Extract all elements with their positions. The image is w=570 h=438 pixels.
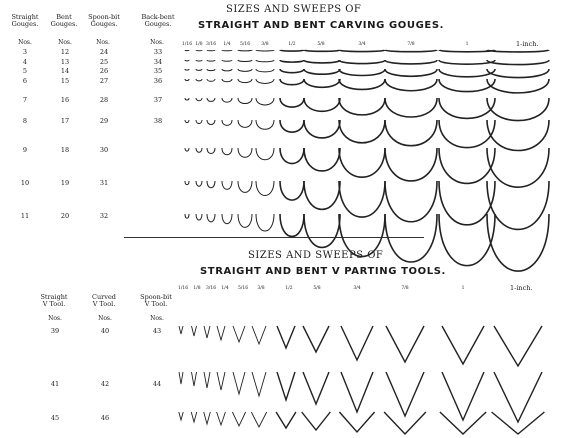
gouge-number: 37	[153, 96, 163, 104]
gouge-sweep-profile	[196, 69, 202, 70]
v-tool-profile	[339, 412, 374, 432]
parting-number: 45	[50, 414, 60, 422]
parting-size-label: 7/8	[401, 286, 409, 291]
gouge-sweep-profile	[238, 60, 252, 61]
gouge-sweep-profile	[304, 181, 340, 209]
gouge-sweep-profile	[185, 69, 189, 70]
v-tool-profile	[341, 326, 373, 360]
v-tool-profile	[217, 412, 226, 425]
gouge-number: 11	[20, 212, 30, 220]
v-tool-profile	[192, 372, 197, 386]
gouge-sweep-profile	[385, 60, 437, 64]
gouge-sweep-profile	[256, 98, 274, 105]
gouge-sweep-profile	[339, 120, 385, 143]
gouge-sweep-profile	[339, 148, 385, 177]
parting-size-label: 5/16	[238, 286, 249, 291]
gouge-sweep-profile	[304, 69, 340, 74]
gouge-sweep-profile	[487, 69, 549, 78]
v-tool-profile	[179, 326, 183, 334]
v-tool-profile	[252, 326, 266, 344]
gouge-sweep-profile	[238, 98, 252, 104]
gouge-sweep-profile	[304, 120, 340, 138]
gouge-sweep-profile	[385, 181, 437, 222]
v-tool-profile	[442, 372, 484, 420]
gouge-size-label: 5/8	[317, 42, 325, 47]
parting-size-label: 1/4	[221, 286, 229, 291]
v-tool-profile	[303, 326, 329, 352]
gouge-sweep-profile	[304, 98, 340, 111]
gouge-sweep-profile	[185, 181, 189, 185]
v-tool-profile	[204, 326, 210, 338]
gouge-sweep-profile	[222, 181, 232, 189]
gouge-sweep-profile	[280, 69, 304, 73]
gouges-nos-label: Nos.	[96, 39, 110, 46]
gouge-sweep-profile	[385, 50, 437, 52]
gouge-sweep-profile	[487, 50, 549, 52]
gouge-sweep-profile	[339, 50, 385, 52]
gouge-sweep-profile	[238, 120, 252, 127]
gouge-size-label: 7/8	[407, 42, 415, 47]
gouge-sweep-profile	[304, 79, 340, 87]
gouge-sweep-profile	[487, 98, 549, 121]
gouge-sweep-profile	[222, 214, 232, 224]
gouge-sweep-profile	[304, 60, 340, 63]
gouge-sweep-profile	[196, 60, 202, 61]
gouge-sweep-profile	[280, 50, 304, 51]
v-tool-profile	[341, 372, 373, 412]
gouge-sweep-profile	[185, 148, 189, 151]
gouge-sweep-profile	[207, 50, 215, 51]
parting-col-curved-line1: Curved	[92, 293, 116, 301]
gouge-sweep-profile	[185, 50, 189, 51]
gouge-number: 16	[60, 96, 70, 104]
gouge-sweep-profile	[339, 214, 385, 257]
parting-title-line1: SIZES AND SWEEPS OF	[248, 250, 384, 261]
gouge-sweep-profile	[196, 50, 202, 51]
gouge-sweep-profile	[280, 214, 304, 236]
gouge-sweep-profile	[238, 214, 252, 227]
gouge-sweep-profile	[385, 120, 437, 146]
gouge-size-label: 1	[465, 42, 469, 47]
gouge-sweep-profile	[280, 79, 304, 85]
gouge-sweep-profile	[207, 181, 215, 188]
gouge-sweep-profile	[222, 60, 232, 61]
parting-number: 42	[100, 380, 110, 388]
gouge-sweep-profile	[222, 98, 232, 102]
gouge-number: 7	[22, 96, 28, 104]
gouge-sweep-profile	[280, 181, 304, 200]
v-tool-profile	[204, 412, 211, 424]
parting-col-straight-line1: Straight	[40, 293, 68, 301]
parting-number: 40	[100, 327, 110, 335]
gouge-sweep-profile	[207, 69, 215, 71]
gouge-sweep-profile	[196, 148, 202, 152]
parting-number: 41	[50, 380, 60, 388]
gouge-size-label: 3/16	[206, 42, 217, 47]
gouge-sweep-profile	[207, 79, 215, 81]
gouge-sweep-profile	[238, 79, 252, 83]
v-tool-profile	[277, 372, 295, 400]
gouge-sweep-profile	[385, 148, 437, 181]
gouge-size-label: 1/4	[223, 42, 231, 47]
gouge-sweep-profile	[196, 181, 202, 186]
parting-size-label: 1/16	[178, 286, 189, 291]
gouge-number: 12	[60, 48, 70, 56]
parting-number: 43	[152, 327, 162, 335]
v-tool-profile	[217, 372, 225, 390]
gouge-sweep-profile	[339, 60, 385, 64]
parting-col-spoonbit-line2: V Tool.	[144, 300, 168, 308]
gouge-sweep-profile	[385, 98, 437, 117]
gouge-sweep-profile	[304, 214, 340, 247]
gouge-number: 4	[22, 58, 28, 66]
gouge-sweep-profile	[256, 69, 274, 72]
gouge-sweep-profile	[185, 79, 189, 80]
gouge-size-label: 1/8	[195, 42, 203, 47]
v-tool-profile	[204, 372, 210, 388]
gouge-sweep-profile	[207, 60, 215, 61]
gouge-sweep-profile	[185, 60, 189, 61]
parting-size-label: 3/8	[257, 286, 265, 291]
gouges-nos-label: Nos.	[18, 39, 32, 46]
parting-number: 39	[50, 327, 60, 335]
gouge-sweep-profile	[256, 120, 274, 129]
v-tool-profile	[251, 412, 266, 427]
v-tool-profile	[303, 372, 329, 404]
v-tool-profile	[440, 412, 486, 434]
gouge-number: 35	[153, 67, 163, 75]
gouge-number: 20	[60, 212, 70, 220]
v-tool-profile	[277, 326, 295, 348]
gouge-number: 24	[99, 48, 109, 56]
v-tool-profile	[217, 326, 225, 340]
gouge-sweep-profile	[339, 98, 385, 115]
gouge-sweep-profile	[222, 120, 232, 125]
gouge-number: 10	[20, 179, 30, 187]
parting-col-spoonbit-line1: Spoon-bit	[140, 293, 172, 301]
v-tool-profile	[442, 326, 484, 364]
parting-size-label: 3/16	[206, 286, 217, 291]
parting-number: 46	[100, 414, 110, 422]
v-tool-profile	[276, 412, 296, 428]
parting-size-label: 1/2	[285, 286, 293, 291]
gouge-sweep-profile	[280, 98, 304, 107]
gouge-sweep-profile	[256, 60, 274, 62]
gouge-sweep-profile	[487, 60, 549, 65]
v-tool-profile	[179, 412, 183, 420]
parting-size-label: 3/4	[353, 286, 361, 291]
gouge-number: 5	[22, 67, 28, 75]
gouge-sweep-profile	[256, 148, 274, 160]
gouge-sweep-profile	[256, 214, 274, 231]
gouge-number: 34	[153, 58, 163, 66]
gouge-sweep-profile	[238, 148, 252, 157]
gouge-sweep-profile	[487, 120, 549, 151]
gouge-sweep-profile	[487, 79, 549, 93]
v-tool-profile	[233, 372, 245, 394]
gouges-col-straight-heading: Straight Gouges.	[11, 13, 39, 28]
gouge-sweep-profile	[385, 79, 437, 91]
gouge-number: 14	[60, 67, 70, 75]
parting-number: 44	[152, 380, 162, 388]
gouge-number: 13	[60, 58, 70, 66]
gouge-sweep-profile	[185, 98, 189, 100]
gouge-sweep-profile	[304, 148, 340, 171]
gouges-col-spoonbit-heading: Spoon-bit Gouges.	[88, 13, 120, 28]
parting-size-label: 1/8	[193, 286, 201, 291]
gouge-sweep-profile	[339, 181, 385, 217]
gouge-number: 38	[153, 117, 163, 125]
parting-nos-label: Nos.	[48, 315, 62, 322]
v-tool-profile	[386, 372, 424, 416]
gouge-sweep-profile	[185, 214, 189, 218]
gouge-sweep-profile	[207, 214, 215, 222]
parting-nos-label: Nos.	[150, 315, 164, 322]
gouge-number: 33	[153, 48, 163, 56]
gouge-number: 18	[60, 146, 70, 154]
parting-size-label: 5/8	[313, 286, 321, 291]
gouges-nos-label: Nos.	[150, 39, 164, 46]
gouge-sweep-profile	[207, 98, 215, 101]
gouge-sweep-profile	[256, 181, 274, 195]
gouge-number: 30	[99, 146, 109, 154]
parting-nos-label: Nos.	[98, 315, 112, 322]
gouge-sweep-profile	[196, 120, 202, 123]
gouge-sweep-profile	[280, 120, 304, 132]
gouge-number: 9	[22, 146, 28, 154]
v-tool-profile	[302, 412, 331, 430]
gouge-size-label: 5/16	[240, 42, 251, 47]
v-tool-profile	[179, 372, 183, 384]
gouge-number: 3	[22, 48, 28, 56]
gouge-sweep-profile	[487, 148, 549, 187]
gouge-sweep-profile	[339, 79, 385, 89]
gouge-sweep-profile	[207, 120, 215, 124]
gouge-sweep-profile	[222, 148, 232, 155]
gouge-sweep-profile	[185, 120, 189, 123]
gouge-sweep-profile	[256, 79, 274, 83]
parting-size-label-one-inch: 1-inch.	[510, 284, 533, 292]
gouge-sweep-profile	[280, 148, 304, 164]
gouge-number: 27	[99, 77, 109, 85]
gouge-number: 36	[153, 77, 163, 85]
gouge-number: 25	[99, 58, 109, 66]
v-tool-profile	[232, 412, 245, 426]
v-tool-profile	[494, 372, 542, 422]
gouge-sweep-profile	[304, 50, 340, 51]
gouge-sweep-profile	[196, 79, 202, 81]
gouges-nos-label: Nos.	[58, 39, 72, 46]
gouge-number: 15	[60, 77, 70, 85]
gouge-sweep-profile	[487, 214, 549, 271]
gouge-sweep-profile	[207, 148, 215, 154]
gouge-sweep-profile	[256, 50, 274, 51]
parting-title-line2: STRAIGHT AND BENT V PARTING TOOLS.	[200, 266, 446, 277]
gouge-number: 31	[99, 179, 109, 187]
gouge-sweep-profile	[487, 181, 549, 229]
gouge-sweep-profile	[222, 79, 232, 82]
gouge-number: 26	[99, 67, 109, 75]
gouge-number: 32	[99, 212, 109, 220]
gouges-title-line2: STRAIGHT AND BENT CARVING GOUGES.	[198, 20, 445, 31]
gouge-size-label-one-inch: 1-inch.	[516, 40, 539, 48]
gouge-sweep-profile	[280, 60, 304, 62]
v-tool-profile	[192, 326, 197, 336]
gouge-number: 8	[22, 117, 28, 125]
gouges-col-backbent-heading: Back-bent Gouges.	[141, 13, 175, 28]
gouge-sweep-profile	[238, 50, 252, 51]
gouge-sweep-profile	[222, 50, 232, 51]
gouge-number: 28	[99, 96, 109, 104]
gouge-sweep-profile	[222, 69, 232, 71]
gouges-title-line1: SIZES AND SWEEPS OF	[226, 4, 362, 15]
gouge-sweep-profile	[385, 69, 437, 76]
gouge-number: 19	[60, 179, 70, 187]
v-tool-profile	[233, 326, 245, 342]
parting-col-straight-line2: V Tool.	[42, 300, 66, 308]
v-tool-profile	[494, 326, 542, 366]
v-tool-profile	[386, 326, 424, 362]
gouge-size-label: 3/8	[261, 42, 269, 47]
v-tool-profile	[191, 412, 197, 422]
parting-col-curved-line2: V Tool.	[92, 300, 116, 308]
gouge-sweep-profile	[238, 69, 252, 71]
gouge-sweep-profile	[196, 214, 202, 220]
gouge-sweep-profile	[339, 69, 385, 76]
gouge-number: 6	[22, 77, 28, 85]
gouge-size-label: 3/4	[358, 42, 366, 47]
parting-size-label: 1	[461, 286, 465, 291]
v-tool-profile	[252, 372, 266, 396]
gouge-sweep-profile	[196, 98, 202, 101]
gouge-number: 29	[99, 117, 109, 125]
gouge-size-label: 1/2	[288, 42, 296, 47]
gouge-size-label: 1/16	[182, 42, 193, 47]
gouge-sweep-profile	[238, 181, 252, 192]
gouges-col-bent-heading: Bent Gouges.	[50, 13, 78, 28]
gouge-number: 17	[60, 117, 70, 125]
